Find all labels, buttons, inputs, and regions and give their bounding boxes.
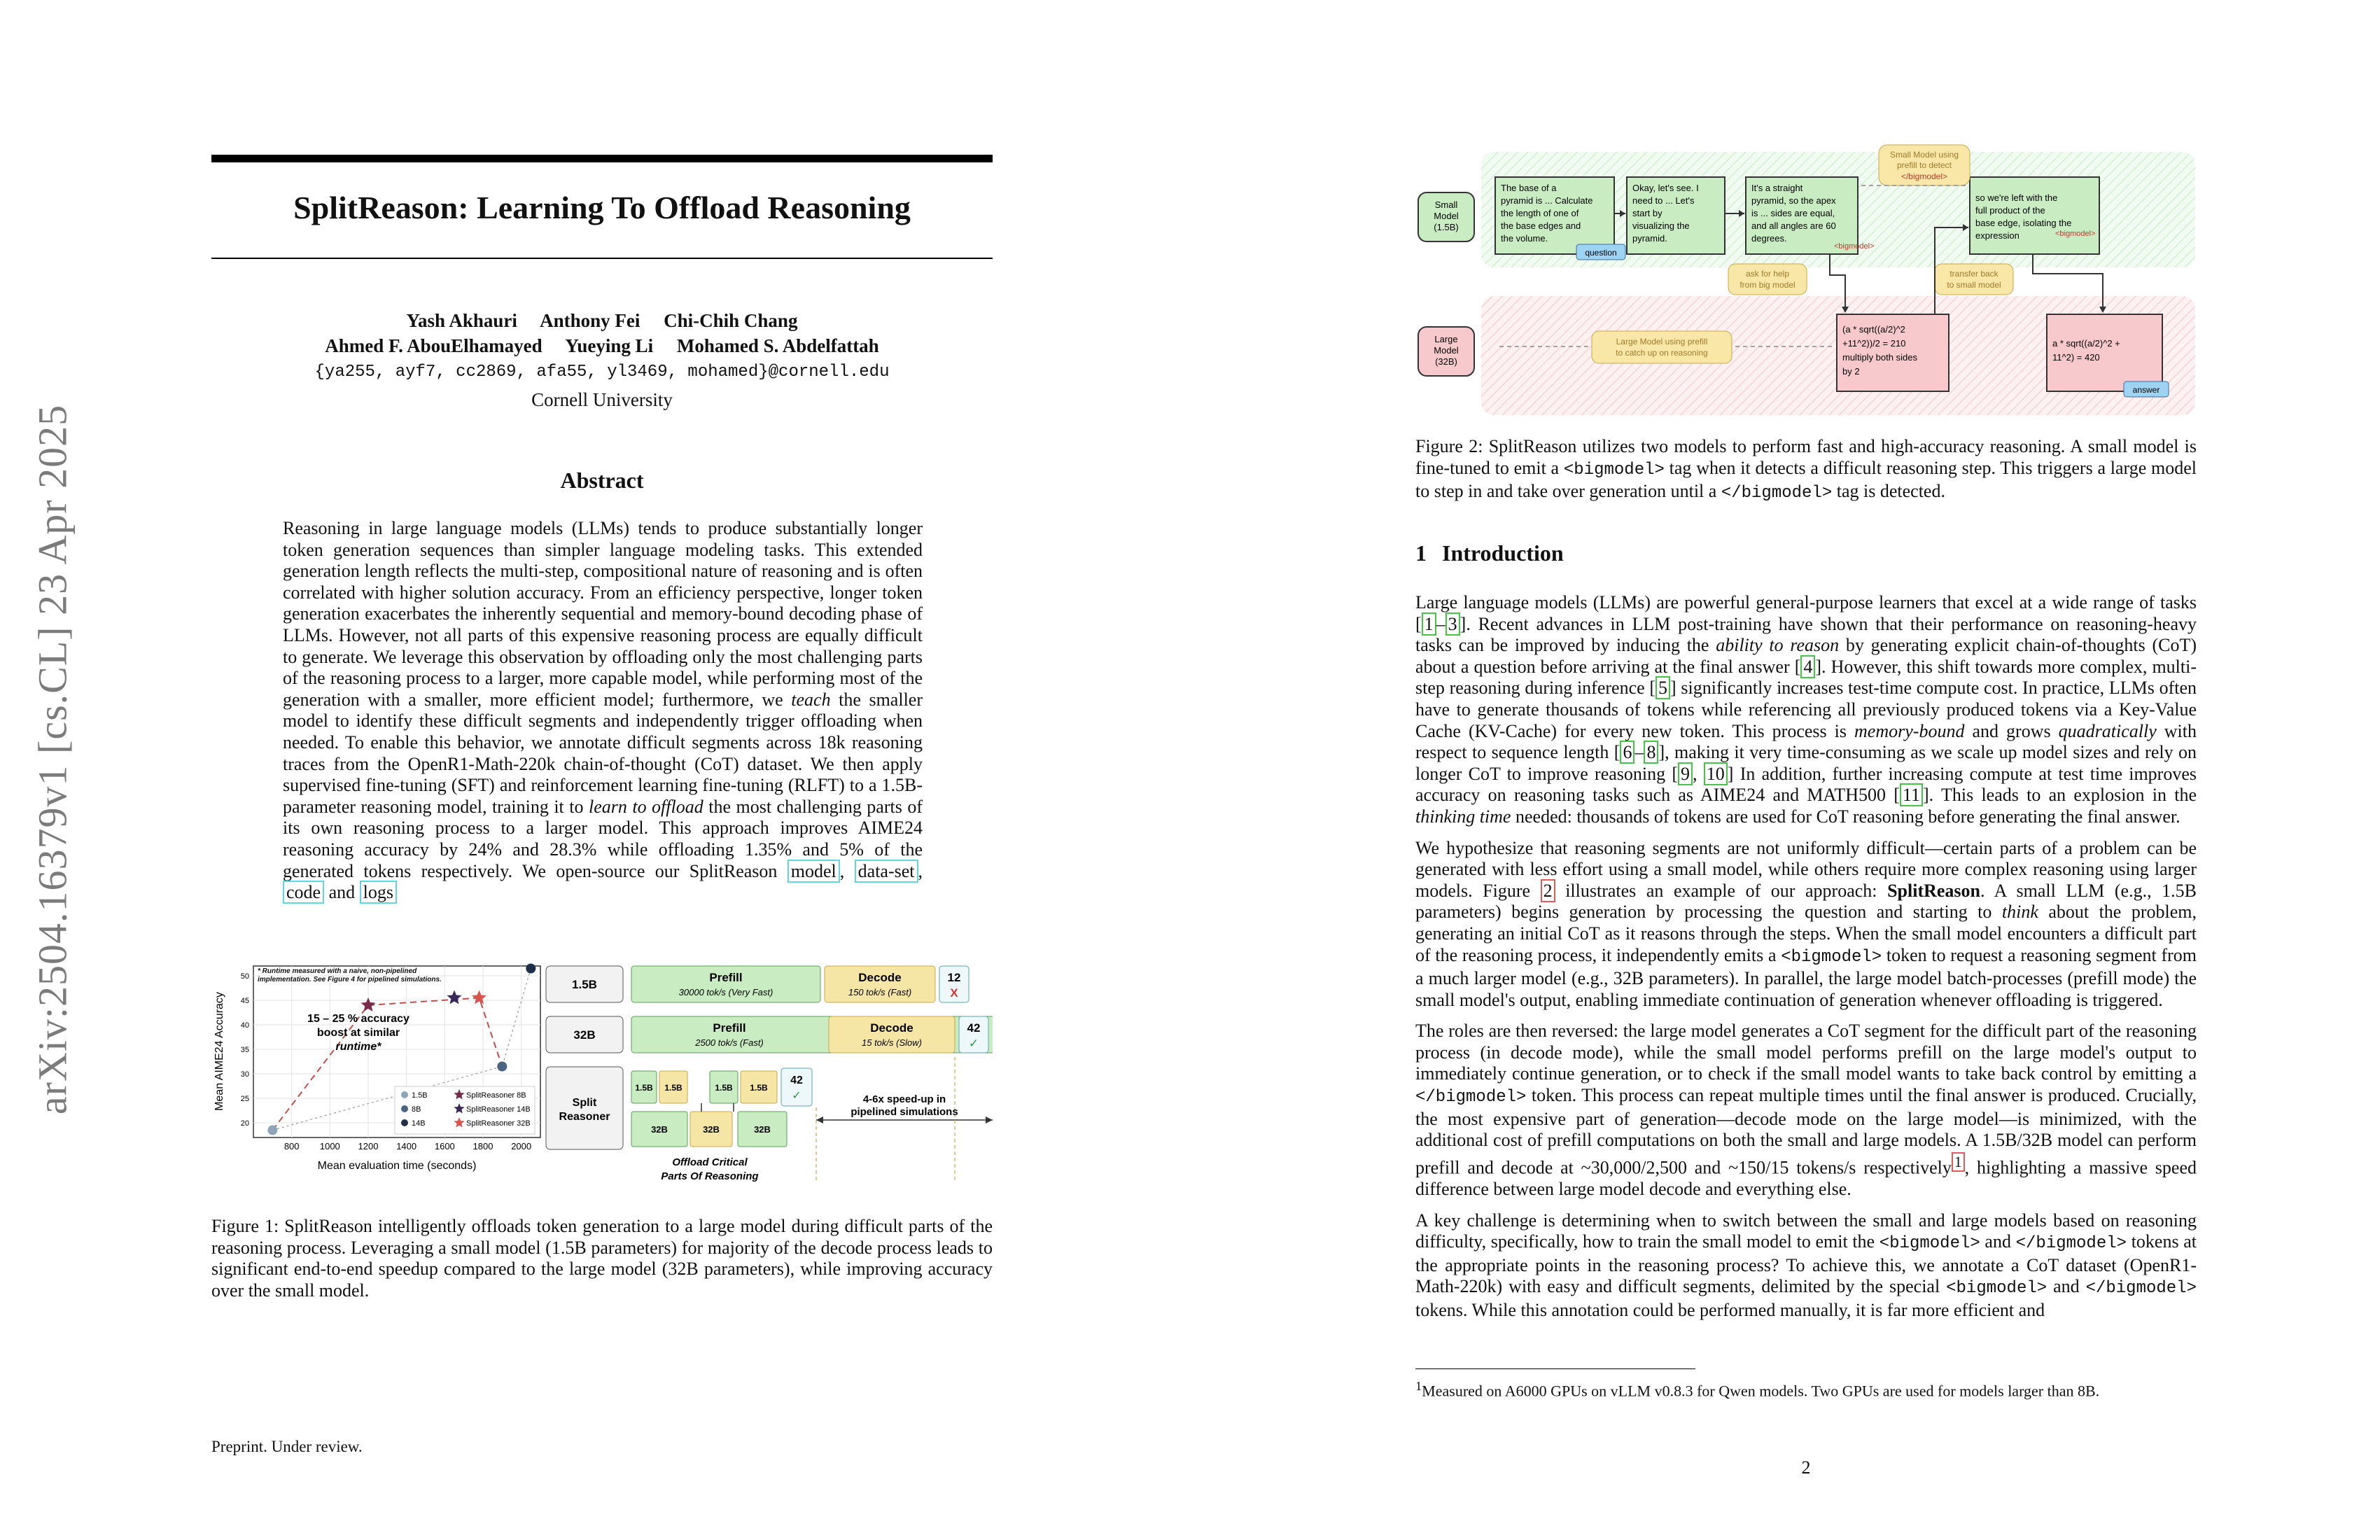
plot-note: * Runtime measured with a naive, non-pipelined implementation. See Figure 4 for pipelined simulations. — [258, 967, 442, 983]
box-text-line: It's a straight — [1751, 183, 1803, 193]
paragraph-2: We hypothesize that reasoning segments are not uniformly difficult—certain parts of a problem can be generated with less effort using a small model, while others require more complex reasoning using larger models. Figure 2 illustrates an example of our approach: SplitReason. A small LLM (e.g., 1.5B parameters) begins generation by processing the question and starting to think about the problem, generating an initial CoT as it reasons through the steps. When the small model encounters a difficult part of the reasoning process, it independently emits a <bigmodel> token to request a reasoning segment from a much larger model (e.g., 32B parameters). In parallel, the large model batch-processes (prefill mode) the small model's output, enabling immediate continuation of generation whenever offloading is triggered. — [1415, 837, 2197, 1010]
x-tick-label: 1000 — [319, 1141, 340, 1152]
paper-title: SplitReason: Learning To Offload Reasoning — [293, 190, 911, 225]
citation-link[interactable]: 11 — [1900, 783, 1923, 806]
legend-label: 1.5B — [412, 1091, 428, 1100]
legend-label: SplitReasoner 32B — [466, 1119, 531, 1128]
box-text-line: a * sqrt((a/2)^2 + — [2052, 338, 2120, 349]
page-number: 2 — [1801, 1457, 1811, 1478]
paragraph-4: A key challenge is determining when to switch between the small and large models based on reasoning difficulty, specifically, how to train the small model to emit the <bigmodel> and </bigmodel> tokens at the appropriate points in the reasoning process? To achieve this, we annotate a CoT dataset (OpenR1-Math-220k) with easy and difficult segments, delimited by the special <bigmodel> and </bigmodel> tokens. While this annotation could be performed manually, it is far more efficient and — [1415, 1210, 2197, 1321]
box-text-line: start by — [1632, 208, 1662, 218]
svg-text:(1.5B): (1.5B) — [1434, 222, 1459, 232]
paragraph-3: The roles are then reversed: the large model generates a CoT segment for the difficult part of the reasoning process (in decode mode), while the small model performs prefill on the large model's output to immediately continue generation, or to check if the small model wants to take back control by emitting a </bigmodel> token. This process can repeat multiple times until the final answer is produced. Crucially, the most expensive part of generation—decode mode on the large model—is minimized, with the additional cost of prefill computations on both the small and large models. A 1.5B/32B model can perform prefill and decode at ~30,000/2,500 and ~150/15 tokens/s respectively $^1$ , highlighting a massive speed difference between large model decode and everything else. — [1415, 1021, 2197, 1200]
citation-link[interactable]: 1 — [1422, 612, 1436, 636]
svg-text:1.5B: 1.5B — [635, 1083, 653, 1093]
figure-link[interactable]: 2 — [1541, 879, 1555, 902]
svg-text:1.5B: 1.5B — [572, 978, 597, 991]
citation-link[interactable]: 4 — [1800, 655, 1815, 678]
x-axis-label: Mean evaluation time (seconds) — [317, 1160, 477, 1172]
x-tick-label: 2000 — [511, 1141, 532, 1152]
citation-link[interactable]: 6 — [1620, 741, 1634, 764]
svg-text:Prefill: Prefill — [709, 971, 743, 984]
legend-label: SplitReasoner 8B — [466, 1091, 526, 1100]
y-tick-label: 30 — [240, 1070, 249, 1079]
box-text-line: +11^2))/2 = 210 — [1842, 338, 1906, 349]
svg-text:✓: ✓ — [968, 1037, 979, 1050]
annotation-line-3: runtime* — [335, 1041, 382, 1053]
footnote-rule — [1415, 1368, 1695, 1369]
svg-text:transfer back: transfer back — [1949, 269, 1998, 279]
svg-text:Model: Model — [1434, 345, 1459, 356]
x-tick-label: 1400 — [396, 1141, 417, 1152]
timeline-diagram — [546, 966, 993, 1183]
box-text-line: pyramid is ... Calculate — [1501, 195, 1593, 206]
x-tick-label: 1800 — [472, 1141, 493, 1152]
box-text-line: degrees. — [1751, 233, 1787, 244]
box-text-line: pyramid, so the apex — [1751, 195, 1836, 206]
svg-text:1.5B: 1.5B — [750, 1083, 768, 1093]
y-axis-label: Mean AIME24 Accuracy — [214, 992, 225, 1111]
authors-line-1: Yash Akhauri Anthony Fei Chi-Chih Chang — [406, 310, 798, 331]
x-tick-label: 800 — [284, 1141, 300, 1152]
svg-text:Prefill: Prefill — [713, 1021, 746, 1035]
affiliation: Cornell University — [531, 389, 673, 410]
box-text-line: is ... sides are equal, — [1751, 208, 1835, 218]
svg-text:150 tok/s (Fast): 150 tok/s (Fast) — [848, 987, 912, 997]
x-tick-labels — [284, 1141, 531, 1152]
title-bottom-rule — [211, 258, 993, 259]
citation-link[interactable]: 3 — [1446, 612, 1460, 636]
box-text-line: pyramid. — [1632, 233, 1667, 244]
authors-line-2: Ahmed F. AbouElhamayed Yueying Li Mohamed S. Abdelfattah — [325, 335, 879, 356]
svg-text:4-6x speed-up in: 4-6x speed-up in — [862, 1093, 946, 1105]
title-top-rule — [211, 155, 993, 162]
svg-text:Parts Of Reasoning: Parts Of Reasoning — [661, 1170, 759, 1182]
section-heading-introduction: 1 Introduction — [1415, 540, 1564, 566]
figure-1-caption: Figure 1: SplitReason intelligently offloads token generation to a large model during difficult parts of the reasoning process. Leveraging a small model (1.5B parameters) for majority of the decode process leads to significant end-to-end speedup compared to the large model (32B parameters), while improving accuracy over the small model. — [211, 1216, 993, 1301]
svg-text:32B: 32B — [573, 1028, 596, 1042]
reasoning-box-3 — [1970, 177, 2099, 254]
y-tick-label: 25 — [240, 1095, 249, 1103]
svg-text:question: question — [1585, 248, 1617, 258]
svg-text:Large: Large — [1434, 334, 1458, 344]
x-tick-label: 1200 — [358, 1141, 379, 1152]
svg-text:Small: Small — [1434, 200, 1458, 210]
y-tick-labels — [241, 972, 249, 1128]
catch-up-note — [1592, 331, 1732, 363]
box-text-line: so we're left with the — [1975, 192, 2058, 203]
box-text-line: expression — [1975, 230, 2019, 241]
box-text-line: (a * sqrt((a/2)^2 — [1842, 324, 1905, 335]
box-text-line: need to ... Let's — [1632, 195, 1695, 206]
svg-text:2500 tok/s (Fast): 2500 tok/s (Fast) — [695, 1037, 764, 1048]
svg-text:30000 tok/s (Very Fast): 30000 tok/s (Very Fast) — [678, 987, 774, 997]
svg-text:Small Model using: Small Model using — [1889, 150, 1959, 160]
legend-marker — [401, 1119, 408, 1126]
svg-text:pipelined simulations: pipelined simulations — [850, 1106, 958, 1118]
svg-text:1.5B: 1.5B — [664, 1083, 682, 1093]
svg-text:to catch up on reasoning: to catch up on reasoning — [1616, 348, 1708, 358]
point-8b — [497, 1062, 507, 1072]
svg-text:ask for help: ask for help — [1745, 269, 1790, 279]
svg-text:<bigmodel>: <bigmodel> — [2055, 230, 2096, 238]
figure-2 — [1417, 144, 2201, 418]
citation-link[interactable]: 10 — [1704, 762, 1728, 785]
svg-text:(32B): (32B) — [1435, 356, 1457, 367]
point-1-5b — [267, 1126, 277, 1135]
legend-label: 8B — [412, 1105, 421, 1114]
svg-text:Decode: Decode — [858, 971, 902, 984]
point-14b — [526, 964, 536, 974]
svg-text:Split: Split — [572, 1097, 597, 1109]
svg-text:<bigmodel>: <bigmodel> — [1834, 242, 1875, 251]
svg-text:42: 42 — [790, 1074, 803, 1086]
figure-2-caption: Figure 2: SplitReason utilizes two models to perform fast and high-accuracy reasoning. A small model is fine-tuned to emit a <bigmodel> tag when it detects a difficult reasoning step. This triggers a large model to step in and take over generation until a </bigmodel> tag is detected. — [1415, 436, 2197, 503]
x-tick-label: 1600 — [434, 1141, 455, 1152]
legend-label: SplitReasoner 14B — [466, 1105, 531, 1114]
svg-text:32B: 32B — [651, 1124, 668, 1135]
box-text-line: the length of one of — [1501, 208, 1579, 218]
box-text-line: the volume. — [1501, 233, 1548, 244]
box-text-line: visualizing the — [1632, 220, 1690, 231]
box-text-line: The base of a — [1501, 183, 1557, 193]
svg-text:42: 42 — [967, 1021, 981, 1035]
svg-text:Offload Critical: Offload Critical — [672, 1156, 748, 1168]
preprint-footer: Preprint. Under review. — [211, 1438, 363, 1455]
y-tick-label: 35 — [240, 1046, 249, 1054]
annotation-line-1: 15 – 25 % accuracy — [307, 1013, 410, 1025]
box-text-line: multiply both sides — [1842, 352, 1917, 363]
plot-legend — [395, 1086, 535, 1134]
box-text-line: 11^2) = 420 — [2052, 352, 2100, 363]
svg-text:Large Model using prefill: Large Model using prefill — [1616, 337, 1708, 346]
box-text-line: by 2 — [1842, 366, 1860, 377]
y-tick-label: 50 — [240, 972, 249, 981]
logs-link[interactable]: logs — [360, 881, 397, 904]
introduction-body — [1415, 592, 2197, 1331]
legend-marker — [401, 1091, 408, 1098]
svg-text:X: X — [950, 986, 958, 1000]
box-text-line: the base edges and — [1501, 220, 1581, 231]
code-link[interactable]: code — [283, 881, 324, 904]
svg-text:answer: answer — [2132, 385, 2160, 395]
figure-1-graphic — [211, 959, 993, 1190]
svg-text:32B: 32B — [703, 1124, 720, 1135]
svg-text:Decode: Decode — [870, 1021, 913, 1035]
legend-label: 14B — [412, 1119, 426, 1128]
box-text-line: full product of the — [1975, 205, 2045, 216]
box-text-line: Okay, let's see. I — [1632, 183, 1699, 193]
figure-1 — [211, 959, 993, 1190]
legend-marker — [401, 1105, 408, 1112]
abstract-text: Reasoning in large language models (LLMs) tends to produce substantially longer token generation sequences than simpler language modeling tasks. This extended generation length reflects the multi-step, compositional nature of reasoning and is often correlated with higher solution accuracy. From an efficiency perspective, longer token generation exacerbates the inherently sequential and memory-bound decoding phase of LLMs. However, not all parts of this expensive reasoning process are equally difficult to generate. We leverage this observation by offloading only the most challenging parts of the reasoning process to a larger, more capable model, while performing most of the generation with a smaller, more efficient model; furthermore, we teach the smaller model to identify these difficult segments and independently trigger offloading when needed. To enable this behavior, we annotate difficult segments across 18k reasoning traces from the OpenR1-Math-220k chain-of-thought (CoT) dataset. We then apply supervised fine-tuning (SFT) and reinforcement learning fine-tuning (RLFT) to a 1.5B-parameter reasoning model, training it to learn to offload the most challenging parts of its own reasoning process to a larger model. This approach improves AIME24 reasoning accuracy by 24% and 28.3% while offloading 1.35% and 5% of the generated tokens respectively. We open-source our SplitReason model , data-set , code and logs — [283, 518, 923, 903]
abstract-heading: Abstract — [560, 468, 644, 493]
author-list — [211, 308, 993, 358]
author-emails: {ya255, ayf7, cc2869, afa55, yl3469, mohamed}@cornell.edu — [314, 363, 890, 382]
svg-text:12: 12 — [947, 971, 961, 984]
citation-link[interactable]: 8 — [1644, 741, 1658, 764]
citation-link[interactable]: 5 — [1656, 676, 1670, 699]
svg-text:15 tok/s (Slow): 15 tok/s (Slow) — [862, 1037, 922, 1048]
box-text-line: and all angles are 60 — [1751, 220, 1836, 231]
svg-text:from big model: from big model — [1740, 280, 1795, 290]
annotation-line-2: boost at similar — [316, 1027, 400, 1039]
svg-text:to small model: to small model — [1947, 280, 2001, 290]
box-text-line: base edge, isolating the — [1975, 218, 2072, 228]
arxiv-stamp: arXiv:2504.16379v1 [cs.CL] 23 Apr 2025 — [29, 404, 76, 1115]
y-tick-label: 40 — [240, 1021, 249, 1030]
y-tick-label: 20 — [240, 1119, 249, 1128]
svg-text:✓: ✓ — [792, 1090, 802, 1102]
svg-text:1.5B: 1.5B — [715, 1083, 733, 1093]
page-2 — [1190, 0, 2380, 1540]
svg-text:Model: Model — [1434, 211, 1459, 221]
svg-text:Reasoner: Reasoner — [559, 1111, 610, 1123]
model-link[interactable]: model — [788, 860, 840, 883]
svg-text:prefill to detect: prefill to detect — [1896, 160, 1952, 170]
figure-2-graphic — [1417, 144, 2201, 418]
svg-text:32B: 32B — [754, 1124, 771, 1135]
citation-link[interactable]: 9 — [1678, 762, 1693, 785]
dataset-link[interactable]: data-set — [855, 860, 918, 883]
y-tick-label: 45 — [240, 997, 249, 1005]
svg-text:</bigmodel>: </bigmodel> — [1900, 172, 1948, 181]
footnote: $^1$Measured on A6000 GPUs on vLLM v0.8.3 for Qwen models. Two GPUs are used for models larger than 8B. — [1415, 1379, 2100, 1400]
footnote-link[interactable]: 1 — [1952, 1152, 1965, 1172]
paragraph-1: Large language models (LLMs) are powerful general-purpose learners that excel at a wide range of tasks [ 1 – 3 ]. Recent advances in LLM post-training have shown that their performance on reasoning-heavy tasks can be improved by inducing the ability to reason by generating explicit chain-of-thoughts (CoT) about a question before arriving at the final answer [ 4 ]. However, this shift towards more complex, multi-step reasoning during inference [ 5 ] significantly increases test-time compute cost. In practice, LLMs often have to generate thousands of tokens while referencing all previously produced tokens via a Key-Value Cache (KV-Cache) for every new token. This process is memory-bound and grows quadratically with respect to sequence length [ 6 – 8 ], making it very time-consuming as we scale up model sizes and rely on longer CoT to improve reasoning [ 9 , 10 ] In addition, further increasing compute at test time improves accuracy on reasoning tasks such as AIME24 and MATH500 [ 11 ]. This leads to an explosion in the thinking time needed: thousands of tokens are used for CoT reasoning before generating the final answer. — [1415, 592, 2197, 827]
